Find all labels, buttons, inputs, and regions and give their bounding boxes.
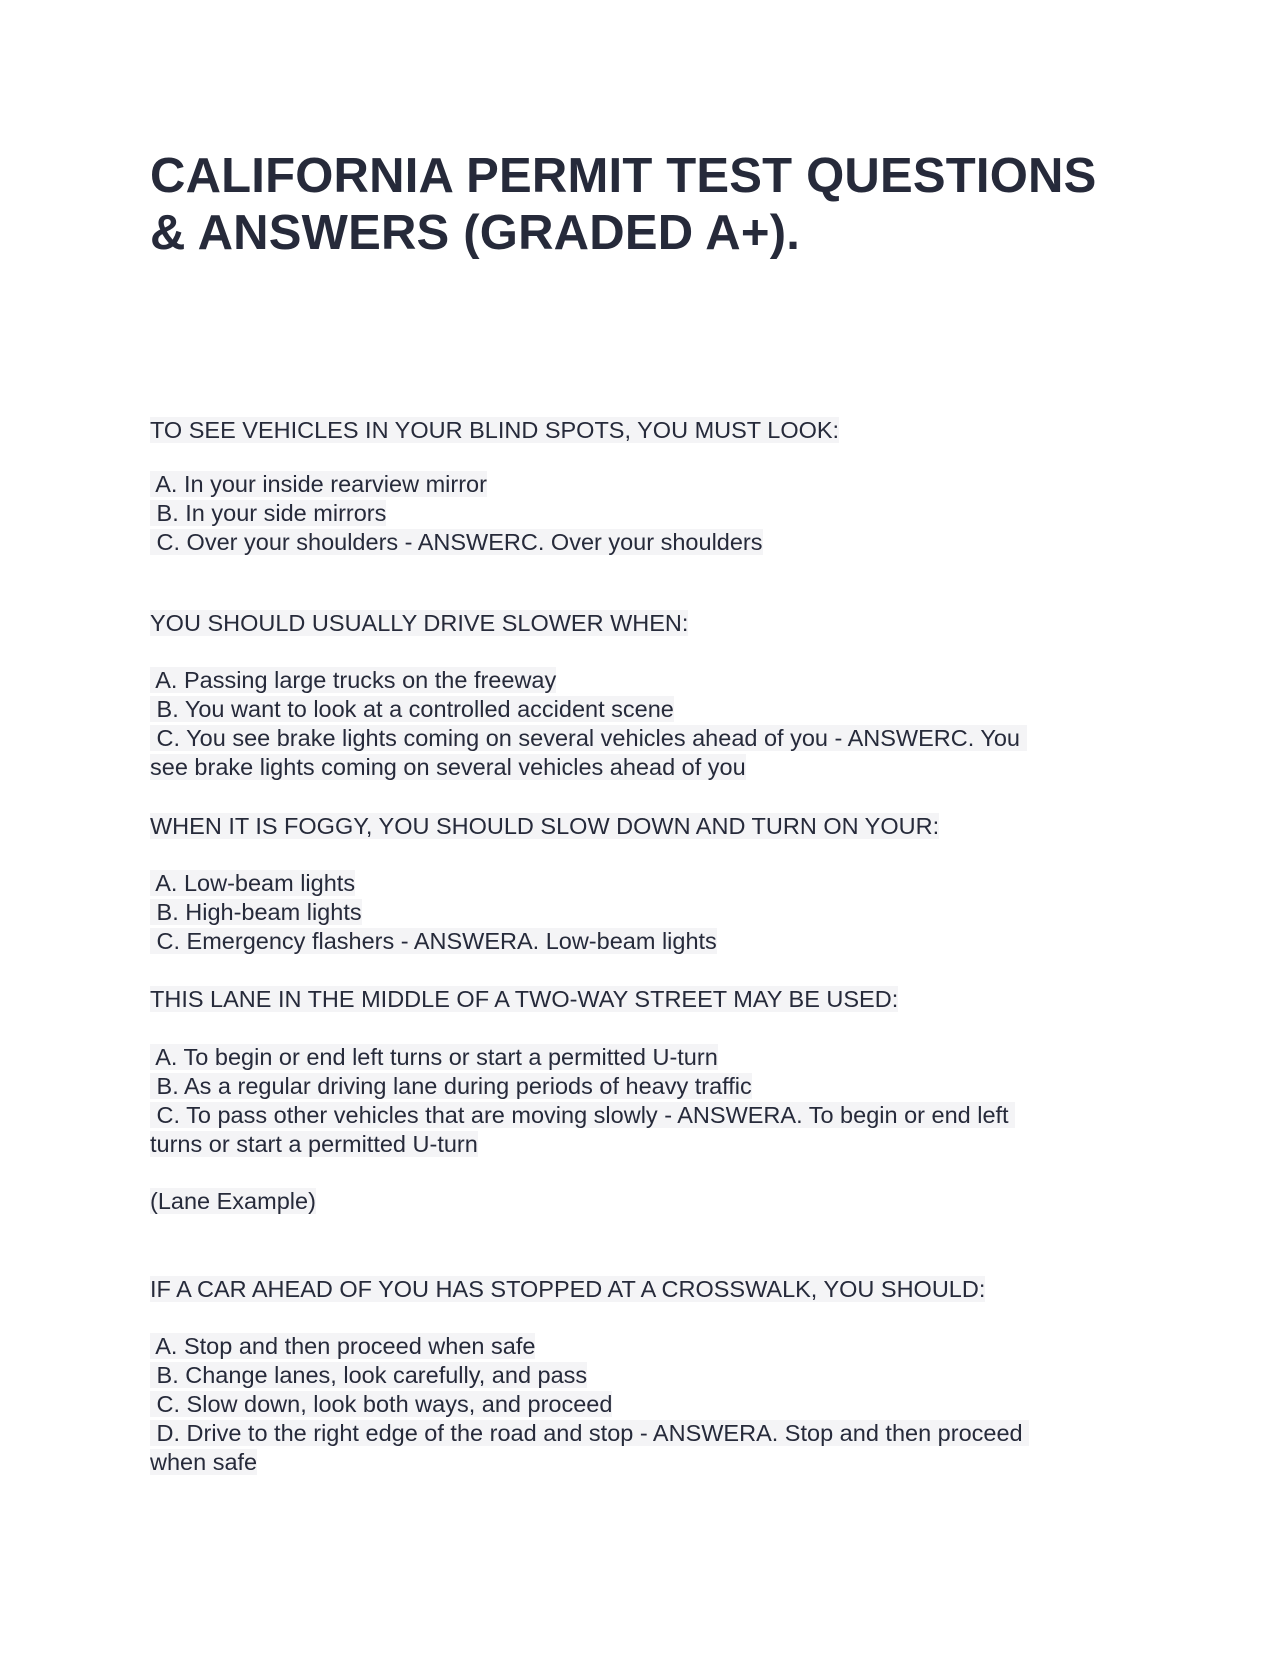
q4-note: (Lane Example) xyxy=(150,1188,316,1214)
question-2 xyxy=(150,609,688,638)
q2-option-c-cont: see brake lights coming on several vehicles ahead of you xyxy=(150,754,746,780)
question-1 xyxy=(150,416,839,445)
q2-option-a: A. Passing large trucks on the freeway xyxy=(150,667,557,693)
title-line-2: & ANSWERS (GRADED A+). xyxy=(150,206,801,260)
q5-option-c: C. Slow down, look both ways, and proceed xyxy=(150,1391,613,1417)
question-4 xyxy=(150,985,898,1014)
question-text: TO SEE VEHICLES IN YOUR BLIND SPOTS, YOU MUST LOOK: xyxy=(150,417,840,443)
document-title xyxy=(150,148,1150,262)
q4-option-a: A. To begin or end left turns or start a permitted U-turn xyxy=(150,1044,718,1070)
question-text: YOU SHOULD USUALLY DRIVE SLOWER WHEN: xyxy=(150,610,689,636)
q1-option-b: B. In your side mirrors xyxy=(150,500,387,526)
q5-option-d: D. Drive to the right edge of the road and stop - ANSWERA. Stop and then proceed xyxy=(150,1420,1030,1446)
q5-option-a: A. Stop and then proceed when safe xyxy=(150,1333,536,1359)
q2-option-b: B. You want to look at a controlled accident scene xyxy=(150,696,674,722)
q1-option-c: C. Over your shoulders - ANSWERC. Over your shoulders xyxy=(150,529,763,555)
q2-option-c: C. You see brake lights coming on several vehicles ahead of you - ANSWERC. You xyxy=(150,725,1027,751)
question-text: IF A CAR AHEAD OF YOU HAS STOPPED AT A CROSSWALK, YOU SHOULD: xyxy=(150,1276,986,1302)
question-text: THIS LANE IN THE MIDDLE OF A TWO-WAY STREET MAY BE USED: xyxy=(150,986,899,1012)
question-text: WHEN IT IS FOGGY, YOU SHOULD SLOW DOWN AND TURN ON YOUR: xyxy=(150,813,940,839)
q4-option-c: C. To pass other vehicles that are moving slowly - ANSWERA. To begin or end left xyxy=(150,1102,1016,1128)
question-3 xyxy=(150,812,939,841)
q4-option-b: B. As a regular driving lane during periods of heavy traffic xyxy=(150,1073,752,1099)
question-5 xyxy=(150,1275,985,1304)
q4-option-c-cont: turns or start a permitted U-turn xyxy=(150,1131,478,1157)
q5-option-b: B. Change lanes, look carefully, and pass xyxy=(150,1362,588,1388)
q3-option-a: A. Low-beam lights xyxy=(150,870,356,896)
q3-option-c: C. Emergency flashers - ANSWERA. Low-beam lights xyxy=(150,928,717,954)
q5-option-d-cont: when safe xyxy=(150,1449,258,1475)
q1-option-a: A. In your inside rearview mirror xyxy=(150,471,487,497)
q3-option-b: B. High-beam lights xyxy=(150,899,362,925)
title-line-1: CALIFORNIA PERMIT TEST QUESTIONS xyxy=(150,149,1097,203)
